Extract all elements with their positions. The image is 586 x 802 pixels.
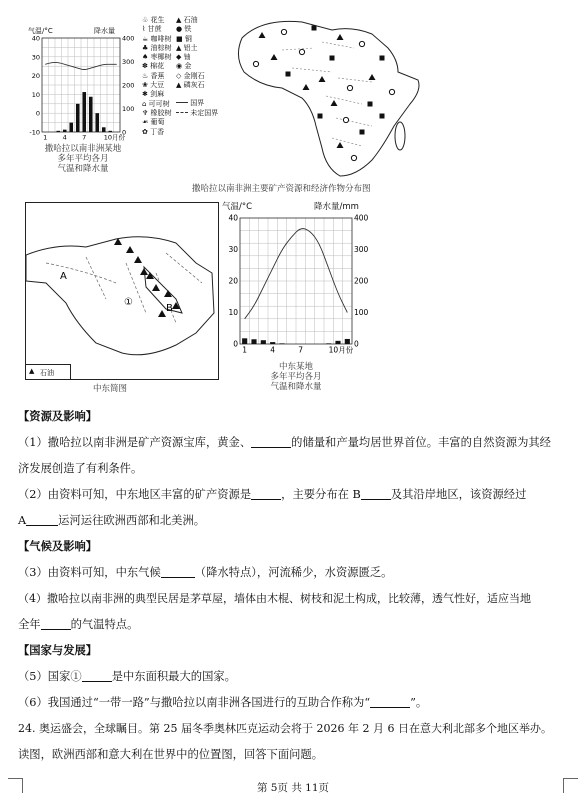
question-4: （4）撒哈拉以南非洲的典型民居是茅草屋，墙体由木棍、树枝和泥土构成，比较薄，透气性好，适应当地 xyxy=(18,592,531,605)
answer-blank[interactable] xyxy=(251,436,291,448)
y-tick-label-left: 20 xyxy=(228,276,238,286)
y-tick-label-left: 40 xyxy=(31,34,40,43)
section-heading: 【气候及影响】 xyxy=(18,539,98,553)
precip-bar xyxy=(251,339,256,344)
mineral-symbol xyxy=(351,155,356,160)
africa-map xyxy=(222,8,432,180)
chart-plot xyxy=(28,34,138,146)
y-tick-label-left: 30 xyxy=(228,245,238,254)
answer-blank[interactable] xyxy=(41,618,71,630)
land-outline xyxy=(26,237,214,355)
africa-climate-chart xyxy=(28,14,138,184)
y-tick-label-right: 0 xyxy=(122,128,127,137)
y-tick-label-left: 10 xyxy=(31,90,40,99)
mineral-legend-item: ◆ 铀 xyxy=(176,53,191,62)
y-tick-label-right: 400 xyxy=(354,213,369,223)
question-1-cont: 济发展创造了有利条件。 xyxy=(18,462,143,475)
precip-bar xyxy=(108,131,112,132)
mineral-symbol xyxy=(343,117,348,122)
legend-boundary: 国界 xyxy=(190,99,205,108)
question-6: （6）我国通过“一带一路”与撒哈拉以南非洲各国进行的互助合作称为“ ”。 xyxy=(18,696,428,709)
precip-axis-title: 降水量 xyxy=(94,27,115,35)
answer-blank[interactable] xyxy=(161,566,195,578)
y-tick-label-right: 300 xyxy=(354,245,369,254)
section-heading: 【资源及影响】 xyxy=(18,409,98,423)
madagascar xyxy=(395,122,405,150)
crop-symbol xyxy=(318,114,323,119)
x-tick-label: 4 xyxy=(62,133,67,142)
precip-axis-title: 降水量/mm xyxy=(314,202,359,212)
mineral-legend-item: ● 铁 xyxy=(176,25,192,34)
x-tick-label: 4 xyxy=(270,345,276,355)
middle-east-map xyxy=(25,202,219,380)
y-tick-label-left: 20 xyxy=(31,72,40,81)
answer-blank[interactable] xyxy=(370,696,410,708)
x-tick-label: 1 xyxy=(242,345,248,355)
mineral-legend xyxy=(176,16,224,118)
y-tick-label-right: 200 xyxy=(354,276,369,286)
y-tick-label-right: 400 xyxy=(122,34,135,43)
chart-caption-line: 中东某地 xyxy=(278,362,313,372)
mineral-symbol xyxy=(359,41,364,46)
legend-oil: 石油 xyxy=(40,369,54,377)
question-4-cont: 全年 的气温特点。 xyxy=(18,618,139,631)
answer-blank[interactable] xyxy=(361,488,391,500)
crop-legend-item: ❀ 大豆 xyxy=(142,81,165,90)
x-tick-label: 7 xyxy=(298,345,304,355)
africa-map-caption: 撒哈拉以南非洲主要矿产资源和经济作物分布图 xyxy=(192,184,371,194)
precip-bar xyxy=(335,341,340,344)
precip-bar xyxy=(261,340,266,344)
y-tick-label-left: 30 xyxy=(31,53,40,62)
mineral-symbol xyxy=(347,85,352,90)
precip-bar xyxy=(326,343,331,344)
precip-bar xyxy=(69,123,73,132)
y-tick-label-left: 0 xyxy=(233,339,238,349)
question-5: （5）国家① 是中东面积最大的国家。 xyxy=(18,670,236,683)
precip-bar xyxy=(102,127,106,132)
crop-legend-item: ♧ 花生 xyxy=(142,16,165,24)
crop-legend-item: ☙ 葡萄 xyxy=(142,118,165,127)
mineral-legend-item: ▲ 石油 xyxy=(176,16,198,24)
page-footer: 第 5页 共 11页 xyxy=(256,782,330,794)
question-1: （1）撒哈拉以南非洲是矿产资源宝库，黄金、 的储量和产量均居世界首位。丰富的自然资源为其经 xyxy=(18,436,551,449)
crop-symbol xyxy=(312,26,317,31)
crop-legend-item: ☕ 咖啡树 xyxy=(142,34,172,43)
label-b: B xyxy=(166,303,173,314)
mideast-climate-chart xyxy=(220,200,382,400)
chart-caption-line: 多年平均各月 xyxy=(57,154,109,165)
answer-blank[interactable] xyxy=(26,514,58,526)
precip-bar xyxy=(63,130,67,132)
precip-bar xyxy=(82,92,86,132)
crop-legend-item: ⌂ 可可树 xyxy=(142,99,170,108)
question-24-cont: 读图，欧洲西部和意大利在世界中的位置图，回答下面问题。 xyxy=(18,748,324,761)
x-tick-label: 10月份 xyxy=(103,133,126,142)
mineral-legend-item: ■ 铜 xyxy=(176,34,192,43)
crop-legend-item: ♠ 枣椰树 xyxy=(142,53,172,62)
answer-blank[interactable] xyxy=(82,670,112,682)
mineral-legend-item: ▲ 磷灰石 xyxy=(176,81,205,90)
section-heading: 【国家与发展】 xyxy=(18,643,98,657)
question-2-cont: A 运河运往欧洲西部和北美洲。 xyxy=(18,514,206,527)
chart-plot xyxy=(220,210,382,360)
africa-outline xyxy=(238,21,419,176)
mineral-symbol xyxy=(389,89,394,94)
chart-caption-line: 气温和降水量 xyxy=(57,164,109,175)
chart-caption-line: 多年平均各月 xyxy=(270,372,322,383)
crop-legend-item: ♆ 橡胶树 xyxy=(142,108,172,117)
x-tick-label: 7 xyxy=(82,133,87,142)
crop-symbol xyxy=(286,72,291,77)
question-24: 24. 奥运盛会，全球瞩目。第 25 届冬季奥林匹克运动会将于 2026 年 2 月 6 日在意大利北部多个地区举办。 xyxy=(18,722,552,735)
crop-legend-item: ✿ 丁香 xyxy=(142,127,165,136)
label-1: ① xyxy=(124,297,133,308)
y-tick-label-left: 40 xyxy=(228,213,238,223)
crop-symbol xyxy=(380,114,385,119)
temp-axis-title: 气温/°C xyxy=(222,202,253,212)
precip-bar xyxy=(242,338,247,344)
answer-blank[interactable] xyxy=(251,488,281,500)
middle-east-caption: 中东简图 xyxy=(93,384,128,394)
precip-bar xyxy=(89,97,93,132)
mineral-symbol xyxy=(299,49,304,54)
question-2: （2）由资料可知，中东地区丰富的矿产资源是 ，主要分布在 B 及其沿岸地区，该资源经过 xyxy=(18,488,527,501)
y-tick-label-left: 0 xyxy=(35,109,40,118)
map-legend-box: ▲ 石油 xyxy=(26,364,71,379)
mineral-legend-item: ◉ 金 xyxy=(176,62,192,71)
temp-axis-title: 气温/°C xyxy=(28,27,53,35)
crop-legend-item: ✽ 棉花 xyxy=(142,62,165,71)
mineral-symbol xyxy=(281,29,286,34)
chart-caption-line: 撒哈拉以南非洲某地 xyxy=(44,144,122,154)
crop-symbol xyxy=(330,56,335,61)
precip-bar xyxy=(56,131,60,132)
precip-bar xyxy=(76,104,80,132)
chart-caption-line: 气温和降水量 xyxy=(270,382,322,393)
crop-legend-item: ⌇ 甘蔗 xyxy=(142,25,162,34)
precip-bar xyxy=(270,342,275,344)
crop-legend-item: ♨ 香蕉 xyxy=(142,71,165,80)
crop-symbol xyxy=(368,102,373,107)
crop-symbol xyxy=(360,130,365,135)
label-a: A xyxy=(60,271,67,282)
crop-symbol xyxy=(380,56,385,61)
precip-bar xyxy=(95,113,99,132)
precip-bar xyxy=(279,343,284,344)
y-tick-label-right: 0 xyxy=(354,339,359,349)
y-tick-label-right: 200 xyxy=(122,81,135,90)
y-tick-label-left: 10 xyxy=(228,308,238,317)
mineral-legend-item: ◇ 金刚石 xyxy=(176,71,205,80)
x-tick-label: 10月份 xyxy=(328,345,354,355)
mineral-legend-item: ▲ 铝土 xyxy=(176,43,198,52)
y-tick-label-right: 100 xyxy=(354,308,369,317)
mineral-symbol xyxy=(253,61,258,66)
y-tick-label-right: 300 xyxy=(122,58,135,66)
y-tick-label-left: -10 xyxy=(29,128,40,137)
legend-undetermined: 未定国界 xyxy=(190,109,219,118)
x-tick-label: 1 xyxy=(43,133,48,142)
precip-bar xyxy=(345,339,350,344)
y-tick-label-right: 100 xyxy=(122,105,135,113)
crop-legend-item: ♣ 油棕树 xyxy=(142,43,172,52)
crop-legend-item: ✱ 剑麻 xyxy=(142,90,165,99)
question-3: （3）由资料可知，中东气候 （降水特点），河流稀少，水资源匮乏。 xyxy=(18,566,393,579)
